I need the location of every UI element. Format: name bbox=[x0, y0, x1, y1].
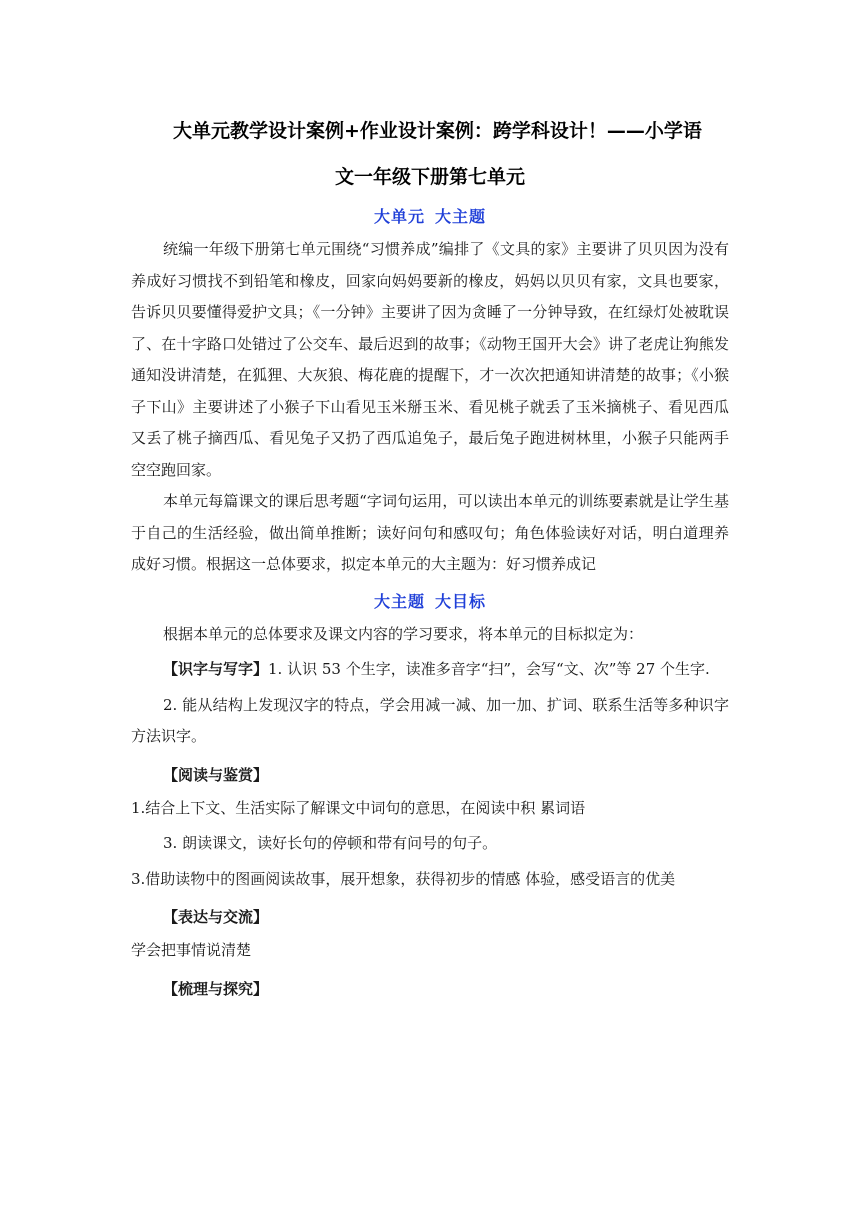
literacy-goal-1 bbox=[131, 654, 729, 686]
reading-goal-1: 1.结合上下文、生活实际了解课文中词句的意思，在阅读中积 累词语 bbox=[131, 798, 586, 817]
literacy-item-1-text: 1. 认识 53 个生字，读准多音字“扫”，会写“文、次”等 27 个生字. bbox=[268, 660, 710, 678]
expression-label: 【表达与交流】 bbox=[163, 908, 269, 926]
literacy-label: 【识字与写字】 bbox=[163, 660, 269, 678]
expression-goal-1: 学会把事情说清楚 bbox=[131, 941, 252, 959]
section-heading-part: 大目标 bbox=[435, 591, 487, 611]
document-content bbox=[131, 108, 729, 1007]
section-heading-part: 大单元 bbox=[373, 207, 425, 226]
paragraph-unit-theme: 本单元每篇课文的课后思考题“字词句运用，可以读出本单元的训练要素就是让学生基于自己的生活经验，做出简单推断；读好问句和感叹句；角色体验读好对话，明白道理养成好习惯。根据这一总体要求，拟定本单元的大主题为：好习惯养成记 bbox=[131, 492, 729, 573]
reading-label: 【阅读与鉴赏】 bbox=[163, 765, 269, 784]
paragraph-goals-intro: 根据本单元的总体要求及课文内容的学习要求，将本单元的目标拟定为： bbox=[163, 624, 644, 643]
section-heading-part: 大主题 bbox=[373, 591, 425, 611]
reading-goal-3: 3.借助读物中的图画阅读故事，展开想象，获得初步的情感 体验，感受语言的优美 bbox=[131, 869, 676, 888]
paragraph-unit-overview: 统编一年级下册第七单元围绕“习惯养成”编排了《文具的家》主要讲了贝贝因为没有养成好习惯找不到铅笔和橡皮，回家向妈妈要新的橡皮，妈妈以贝贝有家，文具也要家，告诉贝贝要懂得爱护文具；《一分钟》主要讲了因为贪睡了一分钟导致，在红绿灯处被耽误了、在十字路口处错过了公交车、最后迟到的故事；《动物王国开大会》讲了老虎让狗熊发通知没讲清楚，在狐狸、大灰狼、梅花鹿的提醒下，才一次次把通知讲清楚的故事；《小猴子下山》主要讲述了小猴子下山看见玉米掰玉米、看见桃子就丢了玉米摘桃子、看见西瓜又丢了桃子摘西瓜、看见兔子又扔了西瓜追兔子，最后兔子跑进树林里，小猴子只能两手空空跑回家。 bbox=[131, 240, 729, 479]
title-line-1: 大单元教学设计案例+作业设计案例：跨学科设计！——小学语 bbox=[173, 120, 702, 142]
document-title bbox=[131, 108, 729, 200]
literacy-goal-2: 2. 能从结构上发现汉字的特点，学会用减一减、加一加、扩词、联系生活等多种识字方法识字。 bbox=[131, 695, 729, 745]
section-heading-theme-goals bbox=[131, 585, 729, 619]
reading-goal-2: 3. 朗读课文，读好长句的停顿和带有问号的句子。 bbox=[163, 834, 498, 852]
section-heading-part: 大主题 bbox=[435, 207, 487, 226]
title-line-2: 文一年级下册第七单元 bbox=[334, 166, 525, 188]
inquiry-label: 【梳理与探究】 bbox=[163, 979, 269, 998]
section-heading-unit-theme bbox=[131, 200, 729, 234]
